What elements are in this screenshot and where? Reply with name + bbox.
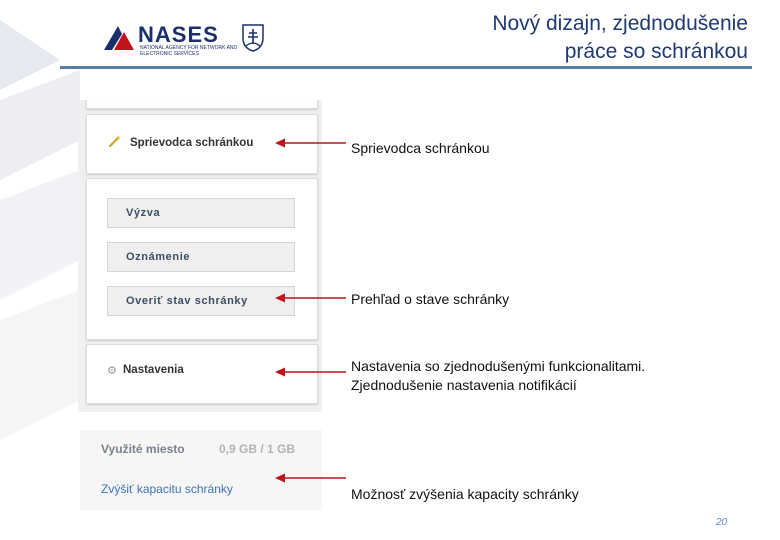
annotation-guide: Sprievodca schránkou xyxy=(351,140,490,156)
oznamenie-button[interactable]: Oznámenie xyxy=(107,242,295,272)
arrow-capacity-icon xyxy=(274,472,348,484)
annotation-settings-line-1: Nastavenia so zjednodušenými funkcionalitami. xyxy=(351,358,646,374)
nases-logo xyxy=(100,18,280,62)
decorative-swoosh xyxy=(0,0,80,540)
vyzva-button[interactable]: Výzva xyxy=(107,198,295,228)
check-mailbox-status-button[interactable]: Overiť stav schránky xyxy=(107,286,295,316)
annotation-settings xyxy=(351,357,645,395)
annotation-settings-line-2: Zjednodušenie nastavenia notifikácií xyxy=(351,377,577,393)
page-title-line-2: práce so schránkou xyxy=(564,40,748,63)
logo-subtitle: NATIONAL AGENCY FOR NETWORK AND ELECTRONIC SERVICES xyxy=(140,45,238,57)
annotation-capacity: Možnosť zvýšenia kapacity schránky xyxy=(351,486,579,502)
arrow-overview-icon xyxy=(274,292,348,304)
storage-label: Využité miesto xyxy=(101,442,185,456)
sidebar-item-settings[interactable]: Nastavenia xyxy=(123,364,184,376)
sidebar-item-guide[interactable]: Sprievodca schránkou xyxy=(130,137,254,149)
slovak-coat-of-arms-icon xyxy=(242,24,264,52)
annotation-overview: Prehľad o stave schránky xyxy=(351,291,510,307)
page-number: 20 xyxy=(716,517,728,528)
card-edge xyxy=(86,100,318,109)
arrow-settings-icon xyxy=(274,366,348,378)
storage-value: 0,9 GB / 1 GB xyxy=(219,442,296,456)
nases-emblem-icon xyxy=(100,20,140,60)
increase-capacity-link[interactable]: Zvýšiť kapacitu schránky xyxy=(101,482,233,496)
header-divider xyxy=(60,66,752,69)
page-title-line-1: Nový dizajn, zjednodušenie xyxy=(492,12,748,35)
gear-icon: ⚙ xyxy=(107,365,117,377)
logo-wordmark: NASES xyxy=(138,22,219,47)
arrow-guide-icon xyxy=(274,137,348,149)
page-title xyxy=(492,10,748,66)
magic-wand-icon xyxy=(108,134,122,148)
